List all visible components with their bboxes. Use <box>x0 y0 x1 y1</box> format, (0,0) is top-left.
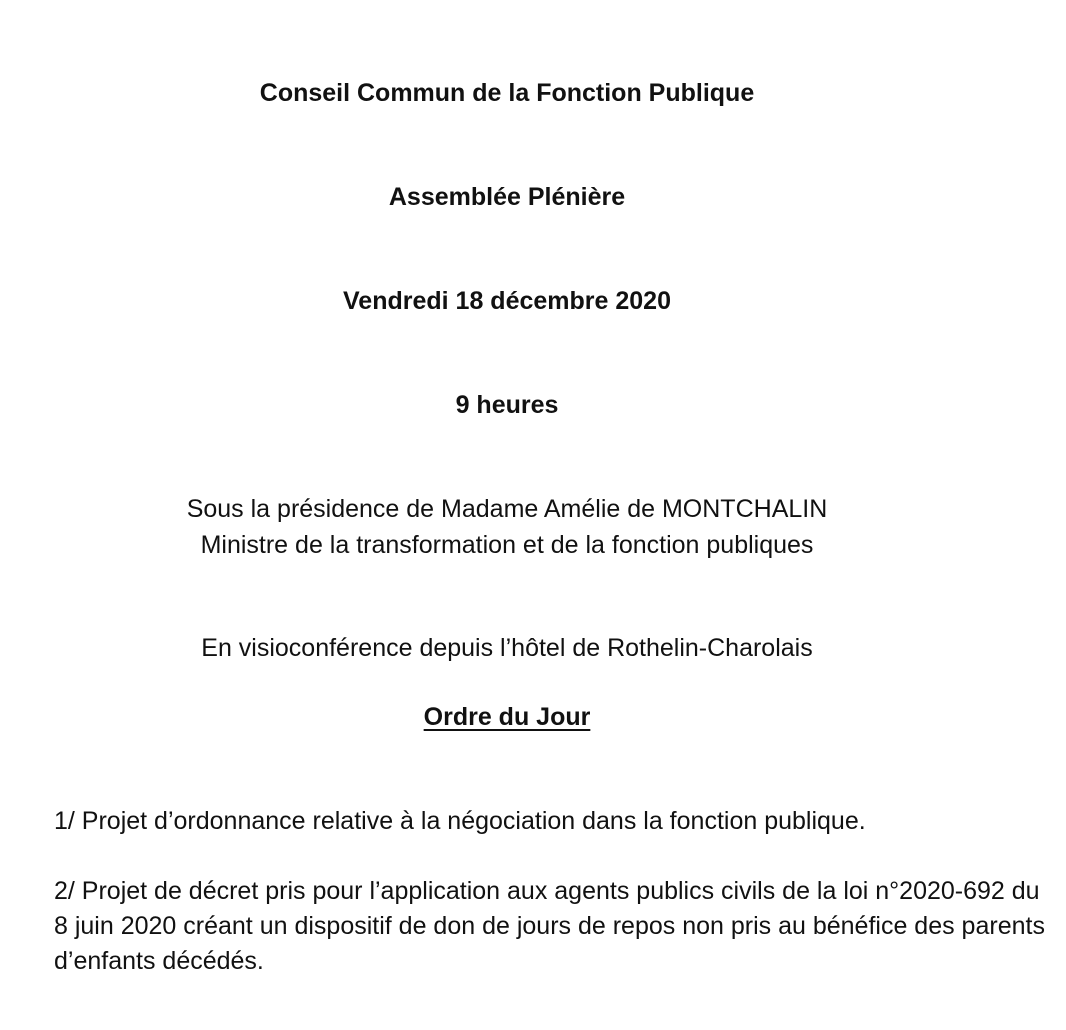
meeting-date: Vendredi 18 décembre 2020 <box>343 287 671 315</box>
meeting-time: 9 heures <box>455 391 559 419</box>
presidency-line-1: Sous la présidence de Madame Amélie de MONTCHALIN <box>186 495 828 523</box>
agenda-heading: Ordre du Jour <box>423 703 591 731</box>
agenda-item-line: 8 juin 2020 créant un dispositif de don de jours de repos non pris au bénéfice des parents <box>54 912 1045 940</box>
agenda-item-line: 2/ Projet de décret pris pour l’application aux agents publics civils de la loi n°2020-692 du <box>54 877 1040 905</box>
presidency-line-2: Ministre de la transformation et de la fonction publiques <box>200 531 814 559</box>
document-title: Conseil Commun de la Fonction Publique <box>259 79 755 107</box>
document-subtitle: Assemblée Plénière <box>388 183 626 211</box>
agenda-item-2 <box>54 874 1045 979</box>
agenda-item-line: 1/ Projet d’ordonnance relative à la négociation dans la fonction publique. <box>54 807 866 835</box>
agenda-item-1 <box>54 804 994 839</box>
agenda-item-line: d’enfants décédés. <box>54 947 264 975</box>
meeting-location: En visioconférence depuis l’hôtel de Rothelin-Charolais <box>201 634 813 662</box>
